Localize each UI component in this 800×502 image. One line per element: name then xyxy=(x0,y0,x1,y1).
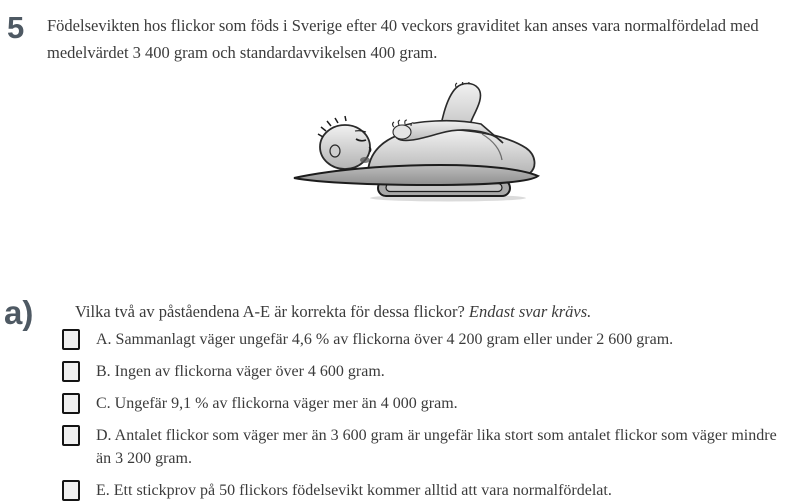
answer-checkbox-d[interactable] xyxy=(62,425,80,446)
option-row-e xyxy=(60,479,792,502)
question-note-italic: Endast svar krävs. xyxy=(468,302,592,321)
part-a-label: a) xyxy=(4,294,34,331)
question-number: 5 xyxy=(7,10,25,45)
option-row-c xyxy=(60,392,792,415)
baby-on-scale-illustration xyxy=(290,82,542,202)
option-label-a: A. Sammanlagt väger ungefär 4,6 % av flickorna över 4 200 gram eller under 2 600 gram. xyxy=(96,331,674,348)
answer-checkbox-a[interactable] xyxy=(62,329,80,350)
option-row-d xyxy=(60,424,792,470)
option-row-b xyxy=(60,360,792,383)
part-a-question xyxy=(75,301,785,323)
question-main-text: Vilka två av påståendena A-E är korrekta för dessa flickor? xyxy=(75,302,465,321)
answer-checkbox-c[interactable] xyxy=(62,393,80,414)
option-label-e: E. Ett stickprov på 50 flickors födelsevikt kommer alltid att vara normalfördelat. xyxy=(96,482,612,499)
option-label-d: D. Antalet flickor som väger mer än 3 600 gram är ungefär lika stort som antalet flickor som väger mindre än 3 200 gram. xyxy=(96,427,777,467)
answer-checkbox-e[interactable] xyxy=(62,480,80,501)
answer-options-list xyxy=(60,328,792,502)
option-label-c: C. Ungefär 9,1 % av flickorna väger mer än 4 000 gram. xyxy=(96,395,458,412)
answer-checkbox-b[interactable] xyxy=(62,361,80,382)
question-intro-text: Födelsevikten hos flickor som föds i Sverige efter 40 veckors graviditet kan anses vara normalfördelad med medelvärdet 3 400 gram och standardavvikelsen 400 gram. xyxy=(47,16,759,62)
baby-on-scale-icon xyxy=(290,82,542,202)
option-label-b: B. Ingen av flickorna väger över 4 600 gram. xyxy=(96,363,385,380)
option-row-a xyxy=(60,328,792,351)
